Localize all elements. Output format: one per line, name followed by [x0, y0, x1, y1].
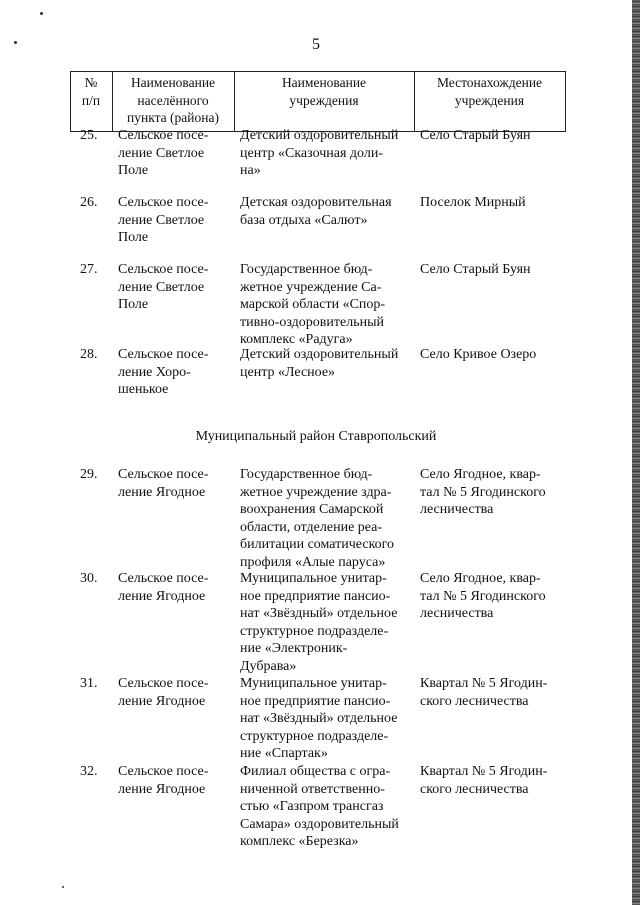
institution-location: Поселок Мирный: [420, 195, 526, 210]
institution-name: Муниципальное унитар- ное предприятие пансио- нат «Звёздный» отдельное структурное подразделе- ние «Электроник- Дубрава»: [240, 571, 398, 674]
institution-name: Филиал общества с огра- ниченной ответственно- стью «Газпром трансгаз Самара» оздоровительный комплекс «Березка»: [240, 764, 399, 849]
institution-location: Село Старый Буян: [420, 128, 531, 143]
scan-speck: [40, 12, 43, 15]
row-number: 26.: [80, 195, 98, 210]
row-number: 32.: [80, 764, 98, 779]
row-number: 27.: [80, 262, 98, 277]
section-title: Муниципальный район Ставропольский: [195, 429, 437, 444]
institution-name: Детский оздоровительный центр «Лесное»: [240, 347, 399, 380]
institution-location: Квартал № 5 Ягодин- ского лесничества: [420, 676, 548, 709]
header-institution: Наименование учреждения: [281, 75, 367, 108]
settlement-name: Сельское посе- ление Светлое Поле: [118, 128, 209, 178]
settlement-name: Сельское посе- ление Ягодное: [118, 764, 209, 797]
row-number: 28.: [80, 347, 98, 362]
institution-location: Село Кривое Озеро: [420, 347, 537, 362]
institution-name: Детская оздоровительная база отдыха «Салют»: [240, 195, 392, 228]
institution-name: Муниципальное унитар- ное предприятие пансио- нат «Звёздный» отдельное структурное подразделе- ние «Спартак»: [240, 676, 398, 761]
scan-speck: [62, 886, 64, 888]
settlement-name: Сельское посе- ление Светлое Поле: [118, 262, 209, 312]
row-number: 29.: [80, 467, 98, 482]
institution-name: Детский оздоровительный центр «Сказочная доли- на»: [240, 128, 399, 178]
table-header: [70, 71, 566, 132]
institution-location: Село Ягодное, квар- тал № 5 Ягодинского лесничества: [420, 571, 546, 621]
institution-location: Село Старый Буян: [420, 262, 531, 277]
settlement-name: Сельское посе- ление Ягодное: [118, 676, 209, 709]
header-location: Местонахождение учреждения: [436, 75, 543, 108]
institution-location: Квартал № 5 Ягодин- ского лесничества: [420, 764, 548, 797]
institution-name: Государственное бюд- жетное учреждение здра- воохранения Самарской области, отделение реа- билитации соматического профиля «Алые паруса»: [240, 467, 395, 570]
institution-name: Государственное бюд- жетное учреждение Са- марской области «Спор- тивно-оздоровительный комплекс «Радуга»: [240, 262, 386, 347]
page-number: 5: [312, 36, 320, 53]
header-border: [565, 72, 566, 131]
institution-location: Село Ягодное, квар- тал № 5 Ягодинского лесничества: [420, 467, 546, 517]
header-num: № п/п: [81, 75, 101, 108]
row-number: 25.: [80, 128, 98, 143]
row-number: 31.: [80, 676, 98, 691]
row-number: 30.: [80, 571, 98, 586]
settlement-name: Сельское посе- ление Хоро- шенькое: [118, 347, 209, 397]
settlement-name: Сельское посе- ление Ягодное: [118, 571, 209, 604]
scan-edge: [632, 0, 640, 905]
settlement-name: Сельское посе- ление Ягодное: [118, 467, 209, 500]
settlement-name: Сельское посе- ление Светлое Поле: [118, 195, 209, 245]
header-settlement: Наименование населённого пункта (района): [127, 75, 219, 125]
